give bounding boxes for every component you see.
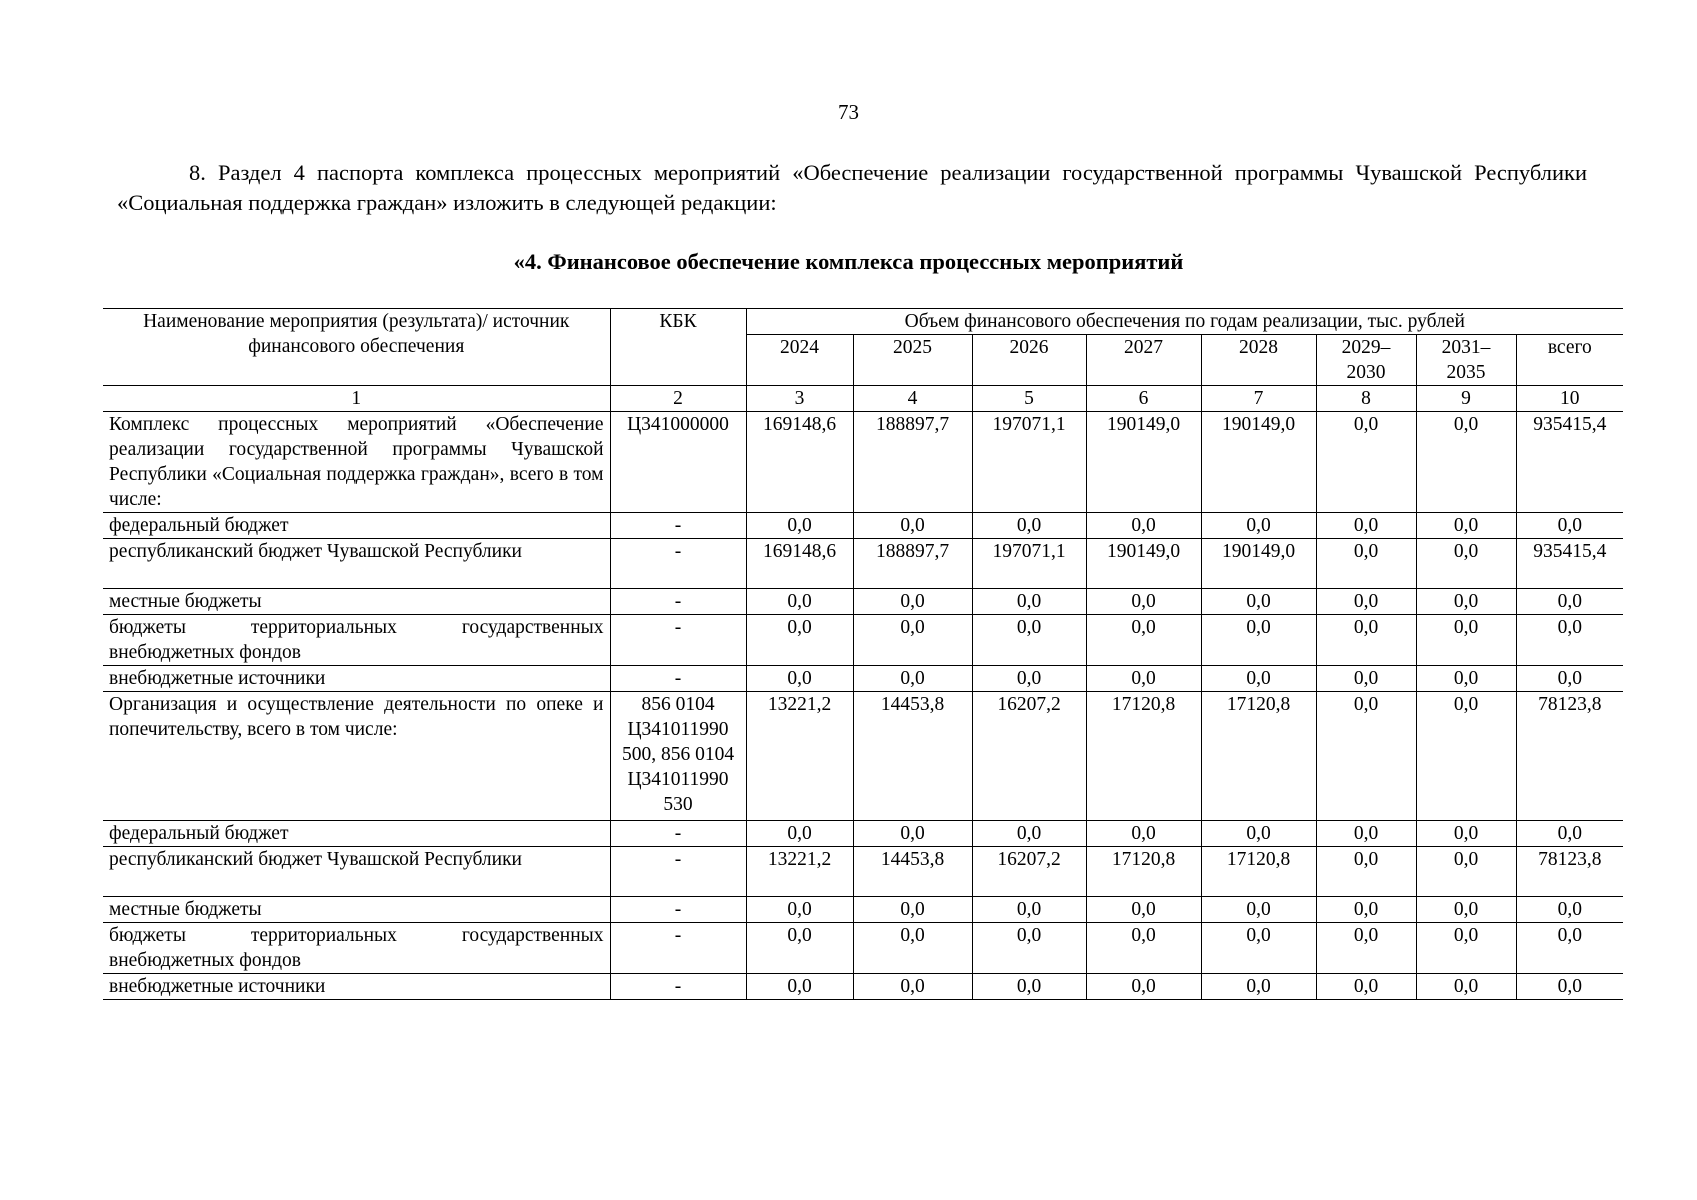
row-value-cell: 0,0 [972,615,1086,666]
row-value-cell: 0,0 [853,615,972,666]
row-total-cell: 78123,8 [1516,692,1623,821]
header-year: 2031– 2035 [1416,335,1516,386]
column-number: 9 [1416,386,1516,412]
row-value-cell: 190149,0 [1201,539,1316,589]
column-number: 7 [1201,386,1316,412]
table-row [103,615,1623,666]
row-total-cell: 0,0 [1516,615,1623,666]
table-row [103,821,1623,847]
row-kbk-cell: Ц341000000 [610,412,746,513]
table-row [103,412,1623,513]
row-total-cell: 0,0 [1516,974,1623,1000]
row-value-cell: 0,0 [853,513,972,539]
row-kbk-cell: - [610,923,746,974]
row-total-cell: 0,0 [1516,666,1623,692]
column-number: 3 [746,386,853,412]
row-name-cell: бюджеты территориальных государственных внебюджетных фондов [109,925,604,971]
row-name-cell: внебюджетные источники [109,668,326,689]
row-value-cell: 0,0 [853,923,972,974]
header-kbk-column: КБК [610,309,746,386]
row-value-cell: 190149,0 [1086,539,1201,589]
row-value-cell: 0,0 [1316,513,1416,539]
row-value-cell: 0,0 [853,666,972,692]
row-value-cell: 0,0 [1316,589,1416,615]
row-total-cell: 935415,4 [1516,539,1623,589]
table-row [103,974,1623,1000]
row-kbk-cell: - [610,666,746,692]
row-value-cell: 0,0 [1086,974,1201,1000]
row-total-cell: 0,0 [1516,897,1623,923]
header-year: 2025 [853,335,972,386]
row-value-cell: 0,0 [746,589,853,615]
row-value-cell: 0,0 [1316,821,1416,847]
row-value-cell: 0,0 [1416,412,1516,513]
row-value-cell: 17120,8 [1201,692,1316,821]
row-value-cell: 0,0 [1086,589,1201,615]
row-value-cell: 0,0 [1416,923,1516,974]
row-value-cell: 0,0 [1416,692,1516,821]
header-year: 2024 [746,335,853,386]
column-number: 5 [972,386,1086,412]
row-value-cell: 0,0 [972,923,1086,974]
row-value-cell: 0,0 [1316,923,1416,974]
row-value-cell: 190149,0 [1086,412,1201,513]
row-kbk-cell: - [610,589,746,615]
table-row [103,897,1623,923]
row-value-cell: 0,0 [972,821,1086,847]
row-value-cell: 0,0 [1086,923,1201,974]
intro-paragraph: 8. Раздел 4 паспорта комплекса процессных мероприятий «Обеспечение реализации государственной программы Чувашской Республики «Социальная поддержка граждан» изложить в следующей редакции: [117,160,1587,215]
row-value-cell: 16207,2 [972,692,1086,821]
column-number: 6 [1086,386,1201,412]
row-value-cell: 0,0 [853,821,972,847]
row-total-cell: 935415,4 [1516,412,1623,513]
row-value-cell: 0,0 [853,589,972,615]
row-value-cell: 0,0 [853,897,972,923]
column-numbers-row [103,386,1623,412]
row-total-cell: 0,0 [1516,821,1623,847]
header-year: 2028 [1201,335,1316,386]
row-value-cell: 0,0 [1316,539,1416,589]
row-total-cell: 78123,8 [1516,847,1623,897]
row-value-cell: 0,0 [746,513,853,539]
row-value-cell: 0,0 [1416,539,1516,589]
row-value-cell: 0,0 [1086,513,1201,539]
row-value-cell: 0,0 [1201,821,1316,847]
row-name-cell: бюджеты территориальных государственных внебюджетных фондов [109,617,604,663]
row-value-cell: 0,0 [972,897,1086,923]
section-title: «4. Финансовое обеспечение комплекса процессных мероприятий [513,249,1184,274]
column-number: 1 [351,388,362,409]
table-row [103,666,1623,692]
row-value-cell: 197071,1 [972,412,1086,513]
row-value-cell: 190149,0 [1201,412,1316,513]
row-value-cell: 13221,2 [746,847,853,897]
column-number: 4 [853,386,972,412]
row-value-cell: 0,0 [1316,412,1416,513]
header-year: 2029– 2030 [1316,335,1416,386]
row-value-cell: 0,0 [1086,821,1201,847]
row-value-cell: 0,0 [853,974,972,1000]
row-value-cell: 188897,7 [853,539,972,589]
row-value-cell: 0,0 [1086,615,1201,666]
column-number: 8 [1316,386,1416,412]
row-value-cell: 0,0 [1201,974,1316,1000]
row-value-cell: 14453,8 [853,692,972,821]
header-year: 2027 [1086,335,1201,386]
row-value-cell: 188897,7 [853,412,972,513]
row-kbk-cell: - [610,821,746,847]
row-total-cell: 0,0 [1516,589,1623,615]
row-kbk-cell: - [610,847,746,897]
financing-table [103,308,1623,1000]
row-kbk-cell: 856 0104 Ц341011990 500, 856 0104 Ц341011990 530 [610,692,746,821]
header-total: всего [1516,335,1623,386]
row-value-cell: 0,0 [972,666,1086,692]
header-name-column: Наименование мероприятия (результата)/ источник финансового обеспечения [143,311,570,357]
row-value-cell: 0,0 [1316,897,1416,923]
row-name-cell: Комплекс процессных мероприятий «Обеспечение реализации государственной программы Чувашской Республики «Социальная поддержка граждан», всего в том числе: [109,414,604,510]
row-value-cell: 0,0 [746,923,853,974]
row-value-cell: 0,0 [1201,666,1316,692]
row-value-cell: 169148,6 [746,412,853,513]
row-value-cell: 0,0 [746,615,853,666]
table-row [103,923,1623,974]
row-value-cell: 0,0 [746,897,853,923]
row-value-cell: 0,0 [746,974,853,1000]
row-kbk-cell: - [610,615,746,666]
row-value-cell: 17120,8 [1201,847,1316,897]
row-kbk-cell: - [610,539,746,589]
row-total-cell: 0,0 [1516,513,1623,539]
row-value-cell: 0,0 [1201,615,1316,666]
table-row [103,539,1623,589]
row-value-cell: 0,0 [1086,666,1201,692]
row-value-cell: 0,0 [1416,821,1516,847]
row-total-cell: 0,0 [1516,923,1623,974]
row-kbk-cell: - [610,897,746,923]
column-number: 10 [1516,386,1623,412]
row-value-cell: 0,0 [972,589,1086,615]
row-value-cell: 0,0 [746,821,853,847]
row-name-cell: внебюджетные источники [109,976,326,997]
row-value-cell: 197071,1 [972,539,1086,589]
row-value-cell: 16207,2 [972,847,1086,897]
row-value-cell: 0,0 [1416,974,1516,1000]
row-value-cell: 17120,8 [1086,847,1201,897]
header-funding-group: Объем финансового обеспечения по годам реализации, тыс. рублей [746,309,1623,335]
row-name-cell: республиканский бюджет Чувашской Республики [109,849,522,870]
row-name-cell: республиканский бюджет Чувашской Республики [109,541,522,562]
table-row [103,589,1623,615]
row-value-cell: 0,0 [1201,513,1316,539]
row-value-cell: 0,0 [1416,847,1516,897]
row-value-cell: 0,0 [1201,923,1316,974]
table-row [103,692,1623,821]
row-value-cell: 0,0 [972,974,1086,1000]
row-value-cell: 0,0 [1316,615,1416,666]
row-value-cell: 0,0 [1416,513,1516,539]
row-value-cell: 0,0 [1316,974,1416,1000]
row-value-cell: 0,0 [1316,666,1416,692]
row-value-cell: 0,0 [1416,615,1516,666]
row-value-cell: 0,0 [1416,897,1516,923]
row-value-cell: 0,0 [972,513,1086,539]
row-name-cell: Организация и осуществление деятельности по опеке и попечительству, всего в том числе: [109,694,604,740]
row-value-cell: 14453,8 [853,847,972,897]
row-value-cell: 13221,2 [746,692,853,821]
row-name-cell: местные бюджеты [109,591,262,612]
table-row [103,847,1623,897]
row-value-cell: 0,0 [1416,589,1516,615]
row-value-cell: 0,0 [1416,666,1516,692]
row-kbk-cell: - [610,974,746,1000]
row-value-cell: 17120,8 [1086,692,1201,821]
row-value-cell: 0,0 [1316,847,1416,897]
row-value-cell: 0,0 [1201,589,1316,615]
row-kbk-cell: - [610,513,746,539]
row-name-cell: федеральный бюджет [109,823,289,844]
row-value-cell: 169148,6 [746,539,853,589]
header-year: 2026 [972,335,1086,386]
row-name-cell: федеральный бюджет [109,515,289,536]
column-number: 2 [610,386,746,412]
row-value-cell: 0,0 [1316,692,1416,821]
row-value-cell: 0,0 [1201,897,1316,923]
page-number: 73 [838,100,859,124]
row-value-cell: 0,0 [1086,897,1201,923]
table-row [103,513,1623,539]
row-name-cell: местные бюджеты [109,899,262,920]
row-value-cell: 0,0 [746,666,853,692]
